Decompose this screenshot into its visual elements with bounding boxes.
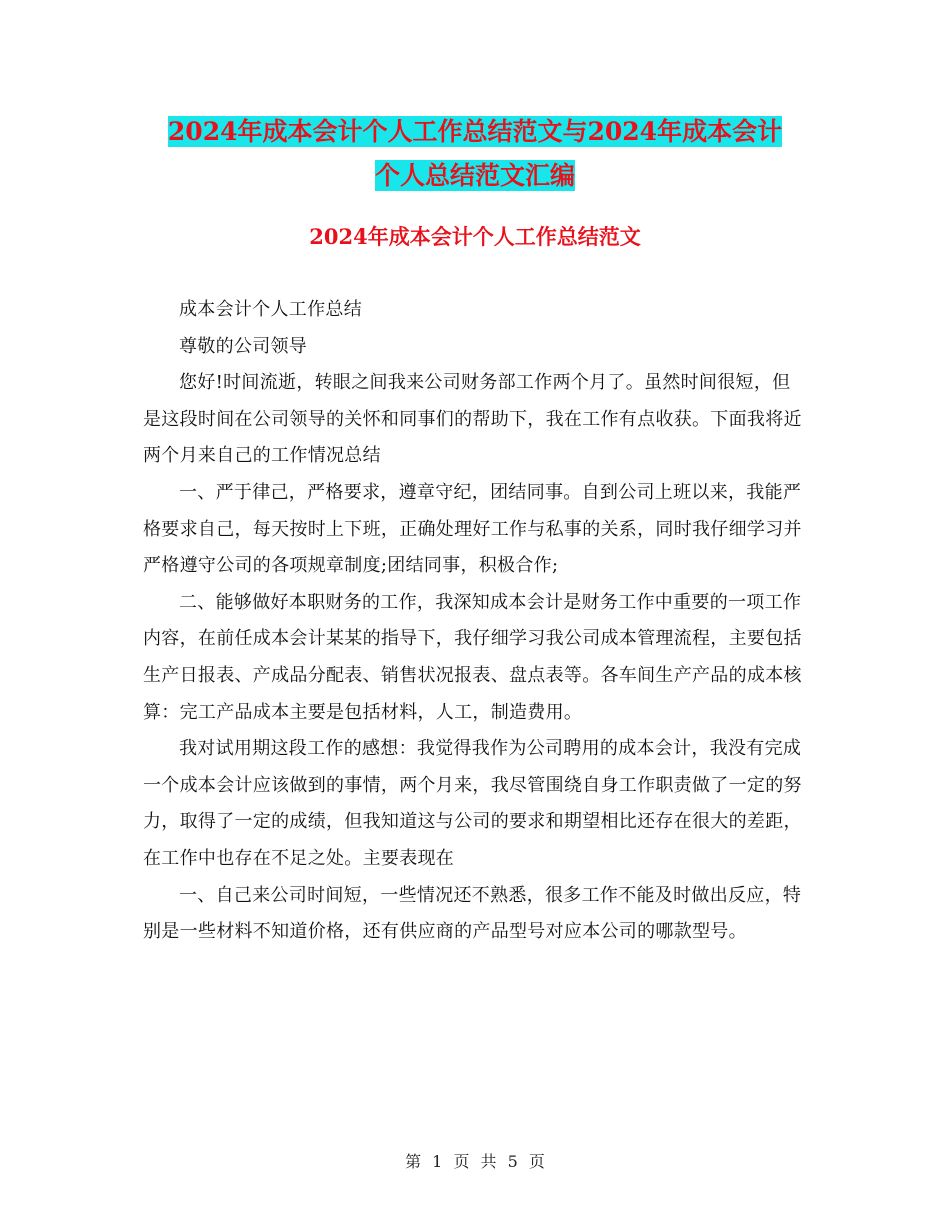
page-footer: 第 1 页 共 5 页 (405, 1152, 545, 1171)
paragraph-reflection: 我对试用期这段工作的感想：我觉得我作为公司聘用的成本会计，我没有完成一个成本会计应该做到的事情，两个月来，我尽管围绕自身工作职责做了一定的努力，取得了一定的成绩，但我知道这与公司的要求和期望相比还存在很大的差距，在工作中也存在不足之处。主要表现在 (143, 738, 802, 869)
document-body (143, 292, 808, 951)
paragraph-point-1: 一、严于律己，严格要求，遵章守纪，团结同事。自到公司上班以来，我能严格要求自己，每天按时上下班，正确处理好工作与私事的关系，同时我仔细学习并严格遵守公司的各项规章制度;团结同事，积极合作; (143, 481, 802, 577)
paragraph-salutation: 尊敬的公司领导 (179, 335, 308, 357)
paragraph-shortcoming-1: 一、自己来公司时间短，一些情况还不熟悉，很多工作不能及时做出反应，特别是一些材料不知道价格，还有供应商的产品型号对应本公司的哪款型号。 (143, 884, 802, 943)
document-title-line-2: 个人总结范文汇编 (374, 161, 575, 190)
document-title-line-1: 2024年成本会计个人工作总结范文与2024年成本会计 (167, 117, 783, 146)
paragraph-point-2: 二、能够做好本职财务的工作，我深知成本会计是财务工作中重要的一项工作内容，在前任成本会计某某的指导下，我仔细学习我公司成本管理流程，主要包括生产日报表、产成品分配表、销售状况报表、盘点表等。各车间生产产品的成本核算：完工产品成本主要是包括材料，人工，制造费用。 (143, 591, 802, 723)
paragraph-greeting: 您好!时间流逝，转眼之间我来公司财务部工作两个月了。虽然时间很短，但是这段时间在公司领导的关怀和同事们的帮助下，我在工作有点收获。下面我将近两个月来自己的工作情况总结 (143, 372, 802, 467)
paragraph-heading: 成本会计个人工作总结 (179, 299, 362, 320)
section-title: 2024年成本会计个人工作总结范文 (309, 224, 641, 249)
